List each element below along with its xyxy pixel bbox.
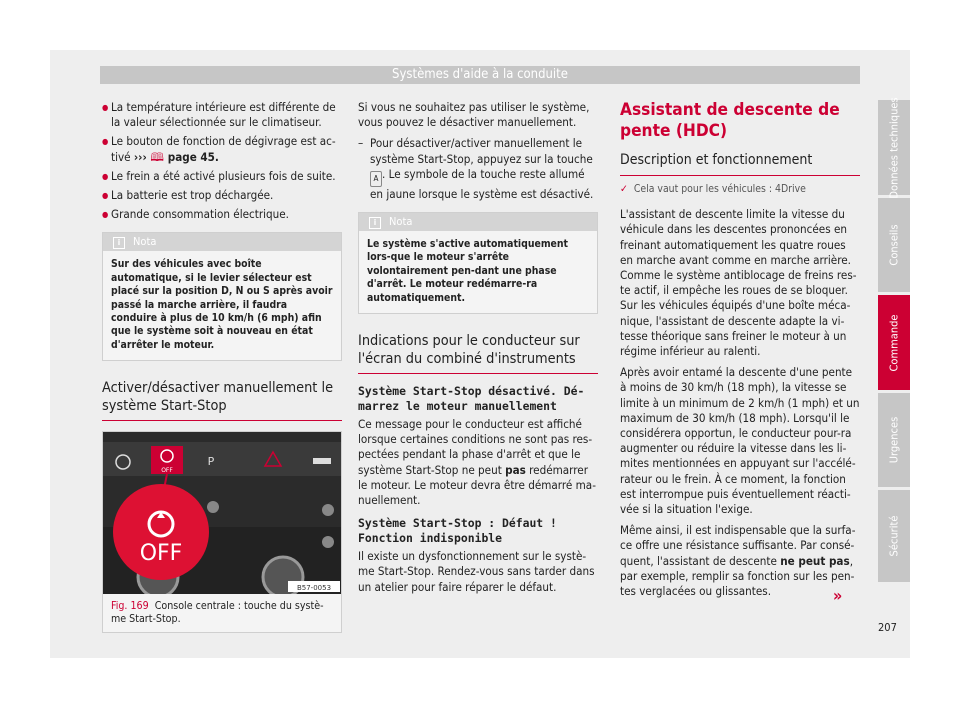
list-item: ● Grande consommation électrique.	[102, 207, 342, 222]
list-item: ● Le bouton de fonction de dégivrage est ac-tivé ››› 🕮 page 45.	[102, 134, 342, 164]
tab-donnees-techniques[interactable]: Données techniques	[878, 100, 910, 195]
start-stop-button-icon: A	[370, 171, 382, 187]
svg-text:OFF: OFF	[161, 467, 173, 475]
paragraph: Même ainsi, il est indispensable que la surfa-ce offre une résistance suffisante. Par consé-quent, l'assistant de descente ne peut pas, par exemple, remplir sa fonction sur les pen-tes verglacées ou glissantes.	[620, 523, 856, 599]
svg-text:P: P	[207, 455, 215, 469]
note-box: i Nota Le système s'active automatiquement lors-que le moteur s'arrête volontairement pen-dant une phase d'arrêt. Le moteur redémarre-ra automatiquement.	[358, 212, 598, 314]
chapter-title: Assistant de descente de pente (HDC)	[620, 100, 840, 141]
svg-text:B57-0053: B57-0053	[296, 584, 332, 593]
page-header: Systèmes d'aide à la conduite	[100, 66, 860, 84]
checkmark-icon: ✓	[620, 183, 628, 195]
start-stop-console-image	[103, 432, 341, 594]
column-1	[102, 100, 342, 633]
column-3	[620, 100, 860, 605]
driver-message-heading: Système Start-Stop : Défaut ! Fonction indisponible	[358, 516, 557, 545]
tab-urgences[interactable]: Urgences	[878, 393, 910, 487]
page-reference-arrows: ›››	[133, 149, 151, 164]
book-icon: 🕮	[150, 149, 165, 164]
column-2	[358, 100, 598, 601]
svg-text:OFF: OFF	[139, 541, 183, 567]
paragraph: Si vous ne souhaitez pas utiliser le système, vous pouvez le désactiver manuellement.	[358, 100, 590, 130]
page-number: 207	[878, 621, 897, 634]
list-item: ● La température intérieure est différente de la valeur sélectionnée sur le climatiseur.	[102, 100, 342, 130]
tab-commande[interactable]: Commande	[878, 295, 910, 390]
note-box: i Nota Sur des véhicules avec boîte automatique, si le levier sélecteur est placé sur la position D, N ou S après avoir passé la marche arrière, il faudra conduire à plus de 10 km/h (6 mph) afin que le système soit à nouveau en état d'arrêter le moteur.	[102, 232, 342, 361]
figure	[102, 431, 342, 633]
info-icon: i	[113, 237, 125, 249]
continue-arrow: »	[833, 586, 843, 605]
paragraph: Ce message pour le conducteur est affiché lorsque certaines conditions ne sont pas res-pectées pendant la phase d'arrêt et que le système Start-Stop ne peut pas redémarrer le moteur. Le moteur devra être démarré ma-nuellement.	[358, 417, 596, 508]
section-title: Description et fonctionnement	[620, 152, 860, 176]
info-icon: i	[369, 217, 381, 229]
driver-message-heading: Système Start-Stop désactivé. Dé-marrez le moteur manuellement	[358, 384, 585, 413]
section-title: Activer/désactiver manuellement le système Start-Stop	[102, 379, 342, 421]
list-item: ● La batterie est trop déchargée.	[102, 188, 342, 203]
applicability-note: ✓ Cela vaut pour les véhicules : 4Drive	[620, 183, 806, 195]
tab-securite[interactable]: Sécurité	[878, 490, 910, 582]
paragraph: Après avoir entamé la descente d'une pente à moins de 30 km/h (18 mph), la vitesse se limite à un minimum de 2 km/h (1 mph) et un maximum de 30 km/h (18 mph). Lorsqu'il le considérera opportun, le conducteur pour-ra augmenter ou réduire la vitesse dans les li-mites mentionnées en appuyant sur l'accélé-rateur ou le frein. À ce moment, la fonction est interrompue puis éventuellement réacti-vée si la situation l'exige.	[620, 365, 860, 517]
tab-conseils[interactable]: Conseils	[878, 198, 910, 292]
figure-caption: Fig. 169 Console centrale : touche du systè-me Start-Stop.	[111, 600, 324, 626]
page-reference-link[interactable]: page 45.	[164, 149, 219, 164]
list-item: ● Le frein a été activé plusieurs fois de suite.	[102, 169, 342, 184]
section-title: Indications pour le conducteur sur l'écran du combiné d'instruments	[358, 332, 598, 374]
paragraph: Il existe un dysfonctionnement sur le systè-me Start-Stop. Rendez-vous sans tarder dans un atelier pour faire réparer le défaut.	[358, 549, 595, 594]
paragraph: L'assistant de descente limite la vitesse du véhicule dans les descentes prononcées en freinant automatiquement les quatre roues en marche avant comme en marche arrière. Comme le système antiblocage de freins res-te actif, il empêche les roues de se bloquer. Sur les véhicules équipés d'une boîte méca-nique, l'assistant de descente adapte la vi-tesse théorique sans freiner le moteur à un régime inférieur au ralenti.	[620, 207, 857, 359]
instruction-step: – Pour désactiver/activer manuellement le système Start-Stop, appuyez sur la touche A . Le symbole de la touche reste allumé en jaune lorsque le système est désactivé.	[358, 136, 598, 202]
